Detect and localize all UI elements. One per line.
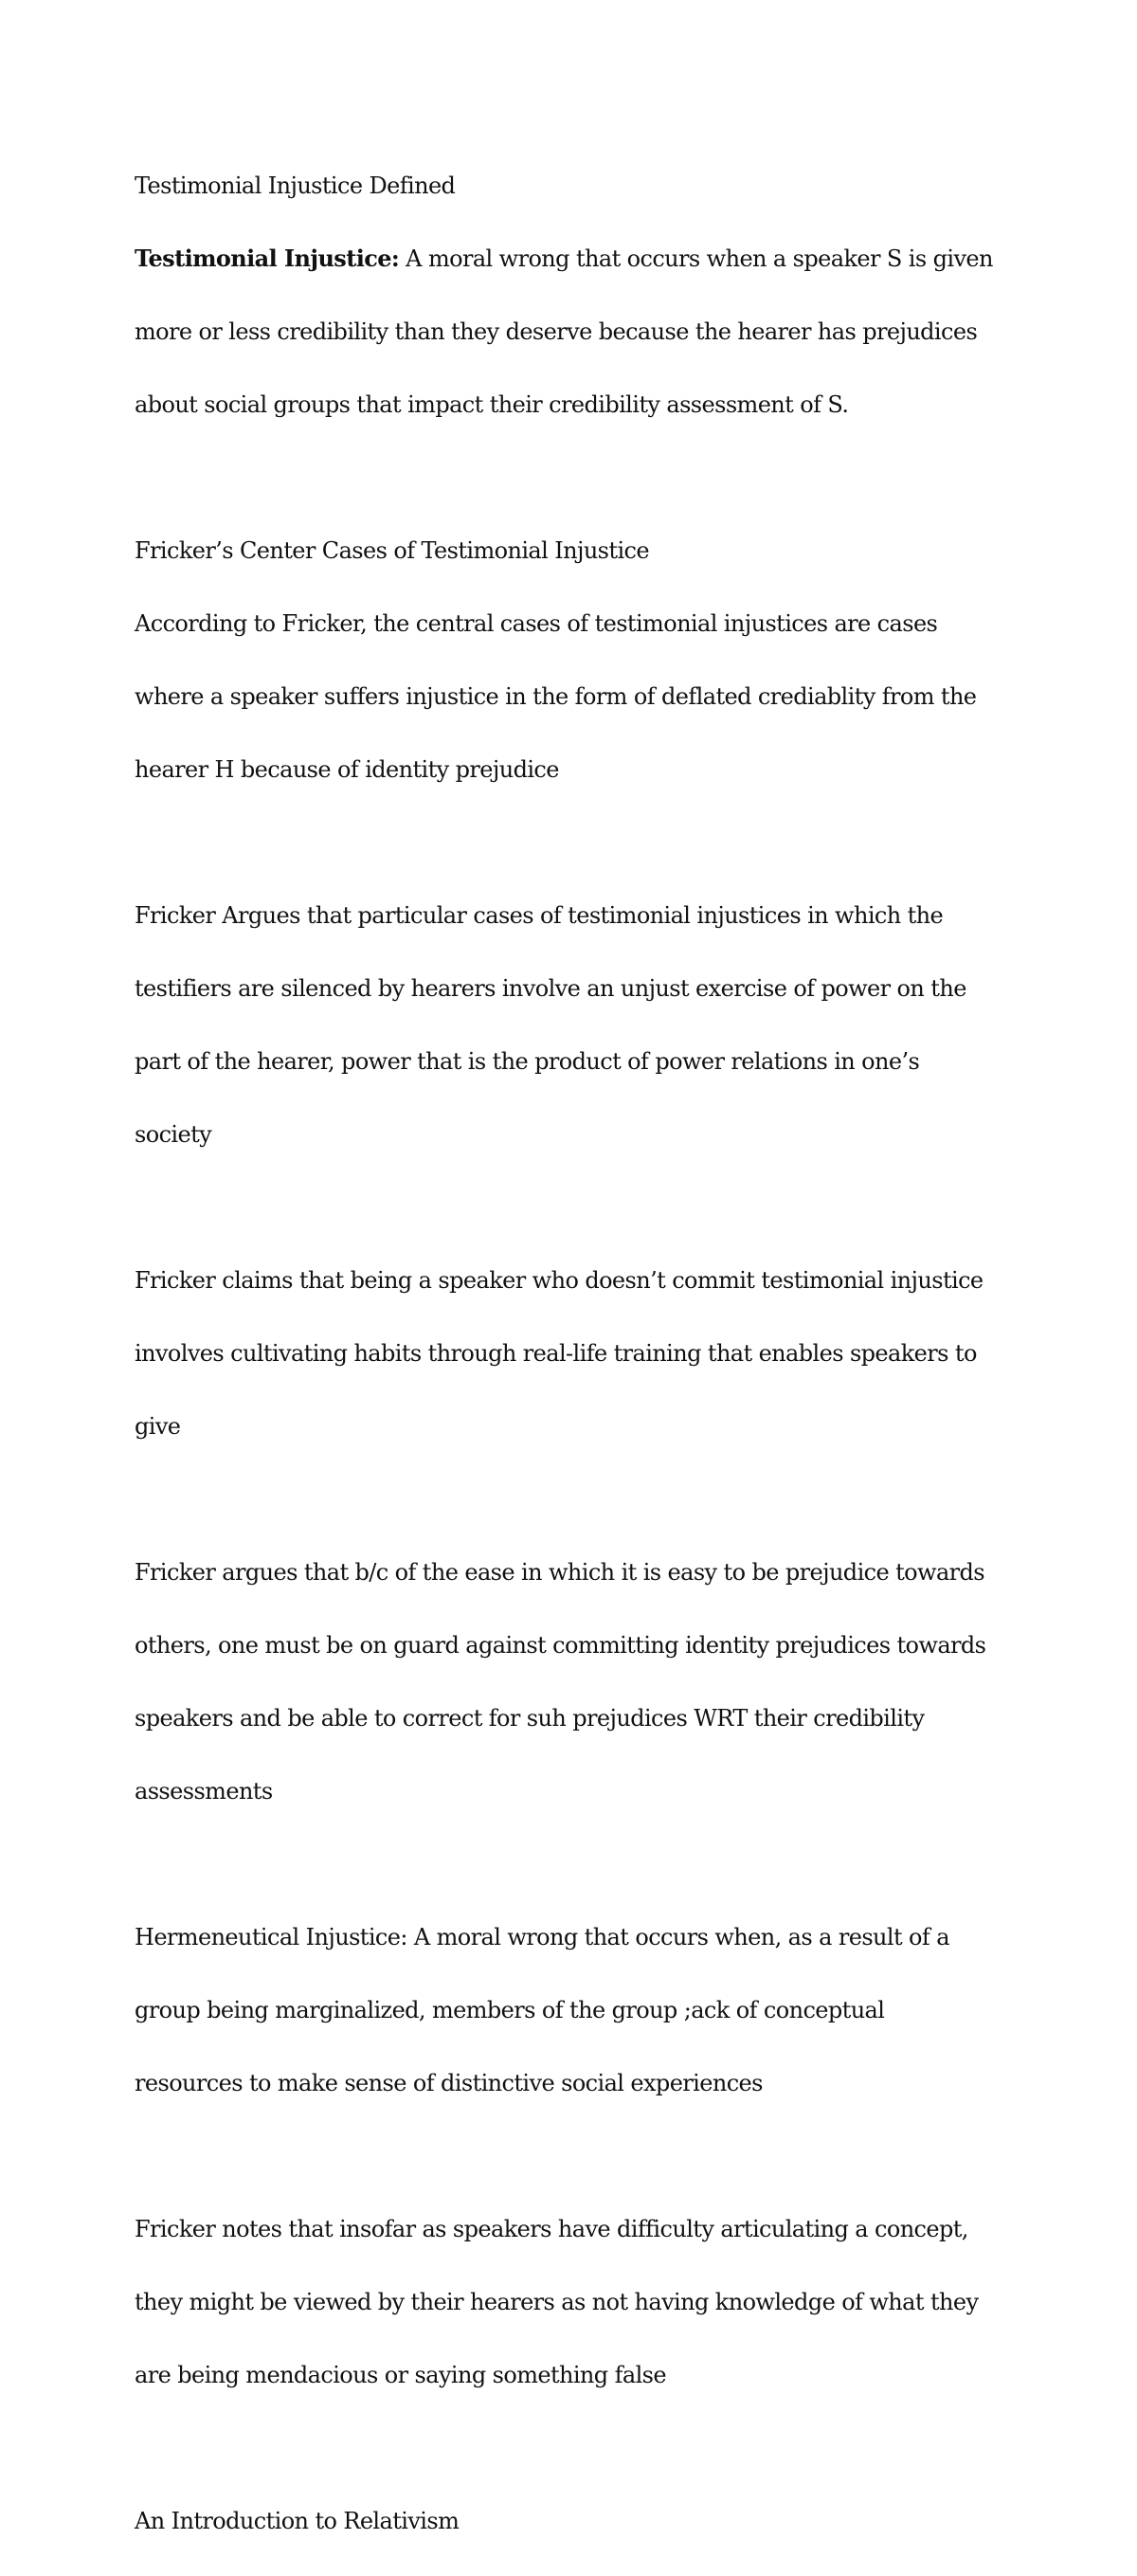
text-line: testifiers are silenced by hearers involve an unjust exercise of power on the [135,974,966,1002]
text-line: Hermeneutical Injustice: A moral wrong that occurs when, as a result of a [135,1923,949,1950]
paragraph-power [135,861,1042,1189]
text-line: speakers and be able to correct for suh prejudices WRT their credibility [135,1704,925,1732]
paragraph-habits [135,1225,1042,1481]
definition-text: A moral wrong that occurs when a speaker S is given [399,245,993,272]
text-line: more or less credibility than they deserve because the hearer has prejudices [135,317,978,345]
text-line: where a speaker suffers injustice in the form of deflated crediablity from the [135,682,977,710]
paragraph-guard [135,1517,1042,1846]
text-line: involves cultivating habits through real-life training that enables speakers to [135,1339,977,1367]
text-line: Fricker notes that insofar as speakers have difficulty articulating a concept, [135,2215,968,2242]
text-line: Fricker argues that b/c of the ease in which it is easy to be prejudice towards [135,1558,985,1586]
section-relativism [135,2466,1042,2576]
text-line: give [135,1412,181,1440]
text-line: Fricker claims that being a speaker who doesn’t commit testimonial injustice [135,1266,984,1294]
heading: An Introduction to Relativism [135,2507,460,2534]
definition-line [135,241,1042,278]
defined-term: Testimonial Injustice: [135,244,400,272]
text-line: group being marginalized, members of the group ;ack of conceptual [135,1996,885,2023]
text-line: Fricker Argues that particular cases of testimonial injustices in which the [135,901,944,929]
text-line: are being mendacious or saying something false [135,2361,666,2388]
paragraph-hermeneutical [135,1882,1042,2138]
text-line: part of the hearer, power that is the product of power relations in one’s [135,1047,920,1075]
text-line: assessments [135,1777,273,1805]
heading: Testimonial Injustice Defined [135,172,456,199]
section-testimonial-injustice-defined [135,131,1042,460]
text-line: hearer H because of identity prejudice [135,755,559,783]
paragraph-articulating [135,2174,1042,2430]
text-line: about social groups that impact their credibility assessment of S. [135,390,849,418]
text-line: society [135,1120,212,1148]
section-center-cases [135,496,1042,825]
text-line: others, one must be on guard against committing identity prejudices towards [135,1631,986,1659]
text-line: According to Fricker, the central cases of testimonial injustices are cases [135,609,938,637]
text-line: resources to make sense of distinctive social experiences [135,2069,763,2096]
text-line: they might be viewed by their hearers as not having knowledge of what they [135,2288,979,2315]
heading: Fricker’s Center Cases of Testimonial Injustice [135,536,649,564]
